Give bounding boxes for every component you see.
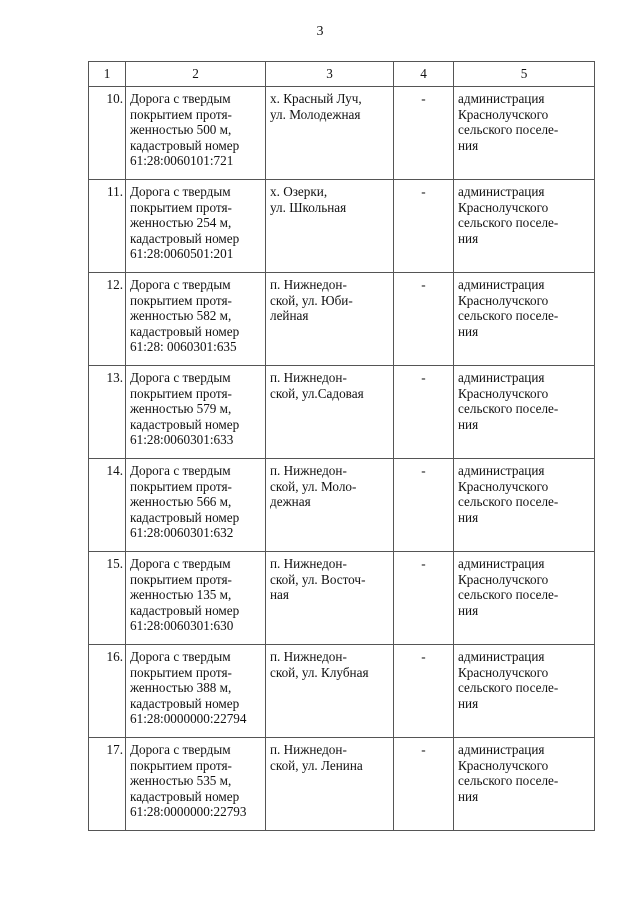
row-number-cell [89, 366, 126, 459]
object-owner: администрация Краснолучского сельского поселе- ния [458, 277, 559, 339]
owner-cell [454, 273, 595, 366]
object-description: Дорога с твердым покрытием протя- женностью 500 м, кадастровый номер 61:28:0060101:721 [130, 91, 240, 168]
row-number-cell [89, 87, 126, 180]
owner-cell [454, 180, 595, 273]
note-cell [394, 738, 454, 831]
object-owner: администрация Краснолучского сельского поселе- ния [458, 556, 559, 618]
row-number: 17. [106, 742, 123, 757]
object-note: - [421, 370, 426, 385]
object-cell [126, 87, 266, 180]
object-description: Дорога с твердым покрытием протя- женностью 579 м, кадастровый номер 61:28:0060301:633 [130, 370, 240, 447]
owner-cell [454, 552, 595, 645]
object-description: Дорога с твердым покрытием протя- женностью 566 м, кадастровый номер 61:28:0060301:632 [130, 463, 240, 540]
address-cell [266, 366, 394, 459]
property-registry-table [88, 61, 595, 831]
object-note: - [421, 463, 426, 478]
address-cell [266, 645, 394, 738]
object-owner: администрация Краснолучского сельского поселе- ния [458, 184, 559, 246]
object-address: х. Озерки, ул. Школьная [270, 184, 347, 215]
object-address: п. Нижнедон- ской, ул. Восточ- ная [270, 556, 366, 602]
note-cell [394, 366, 454, 459]
note-cell [394, 552, 454, 645]
object-owner: администрация Краснолучского сельского поселе- ния [458, 463, 559, 525]
object-cell [126, 366, 266, 459]
object-cell [126, 738, 266, 831]
row-number-cell [89, 552, 126, 645]
object-note: - [421, 91, 426, 106]
object-owner: администрация Краснолучского сельского поселе- ния [458, 91, 559, 153]
object-address: п. Нижнедон- ской, ул. Клубная [270, 649, 369, 680]
row-number-cell [89, 738, 126, 831]
header-col-3: 3 [266, 62, 394, 87]
table-row [89, 738, 595, 831]
table-row [89, 552, 595, 645]
header-col-2: 2 [126, 62, 266, 87]
object-description: Дорога с твердым покрытием протя- женностью 135 м, кадастровый номер 61:28:0060301:630 [130, 556, 240, 633]
row-number: 14. [106, 463, 123, 478]
owner-cell [454, 459, 595, 552]
page-number: 3 [316, 24, 324, 39]
owner-cell [454, 645, 595, 738]
owner-cell [454, 87, 595, 180]
object-address: п. Нижнедон- ской, ул. Моло- дежная [270, 463, 357, 509]
header-col-1: 1 [89, 62, 126, 87]
row-number-cell [89, 459, 126, 552]
table-header-row [89, 62, 595, 87]
object-address: х. Красный Луч, ул. Молодежная [270, 91, 362, 122]
row-number: 15. [106, 556, 123, 571]
note-cell [394, 459, 454, 552]
table-row [89, 180, 595, 273]
object-cell [126, 273, 266, 366]
table-row [89, 366, 595, 459]
note-cell [394, 87, 454, 180]
header-col-5: 5 [454, 62, 595, 87]
object-address: п. Нижнедон- ской, ул. Ленина [270, 742, 363, 773]
object-address: п. Нижнедон- ской, ул.Садовая [270, 370, 364, 401]
row-number: 13. [106, 370, 123, 385]
object-cell [126, 180, 266, 273]
table-row [89, 87, 595, 180]
object-owner: администрация Краснолучского сельского поселе- ния [458, 370, 559, 432]
object-note: - [421, 742, 426, 757]
address-cell [266, 552, 394, 645]
row-number: 11. [107, 184, 123, 199]
address-cell [266, 738, 394, 831]
object-description: Дорога с твердым покрытием протя- женностью 582 м, кадастровый номер 61:28: 0060301:635 [130, 277, 240, 354]
object-cell [126, 459, 266, 552]
row-number-cell [89, 273, 126, 366]
row-number: 10. [106, 91, 123, 106]
note-cell [394, 273, 454, 366]
row-number-cell [89, 645, 126, 738]
address-cell [266, 273, 394, 366]
owner-cell [454, 366, 595, 459]
note-cell [394, 180, 454, 273]
object-description: Дорога с твердым покрытием протя- женностью 254 м, кадастровый номер 61:28:0060501:201 [130, 184, 240, 261]
address-cell [266, 180, 394, 273]
object-cell [126, 645, 266, 738]
row-number: 12. [106, 277, 123, 292]
object-cell [126, 552, 266, 645]
header-col-4: 4 [394, 62, 454, 87]
note-cell [394, 645, 454, 738]
object-address: п. Нижнедон- ской, ул. Юби- лейная [270, 277, 353, 323]
object-description: Дорога с твердым покрытием протя- женностью 388 м, кадастровый номер 61:28:0000000:22794 [130, 649, 247, 726]
table-row [89, 273, 595, 366]
row-number: 16. [106, 649, 123, 664]
table-row [89, 645, 595, 738]
object-description: Дорога с твердым покрытием протя- женностью 535 м, кадастровый номер 61:28:0000000:22793 [130, 742, 247, 819]
object-note: - [421, 649, 426, 664]
owner-cell [454, 738, 595, 831]
table-row [89, 459, 595, 552]
address-cell [266, 459, 394, 552]
object-note: - [421, 277, 426, 292]
row-number-cell [89, 180, 126, 273]
object-owner: администрация Краснолучского сельского поселе- ния [458, 649, 559, 711]
object-note: - [421, 556, 426, 571]
object-owner: администрация Краснолучского сельского поселе- ния [458, 742, 559, 804]
object-note: - [421, 184, 426, 199]
address-cell [266, 87, 394, 180]
